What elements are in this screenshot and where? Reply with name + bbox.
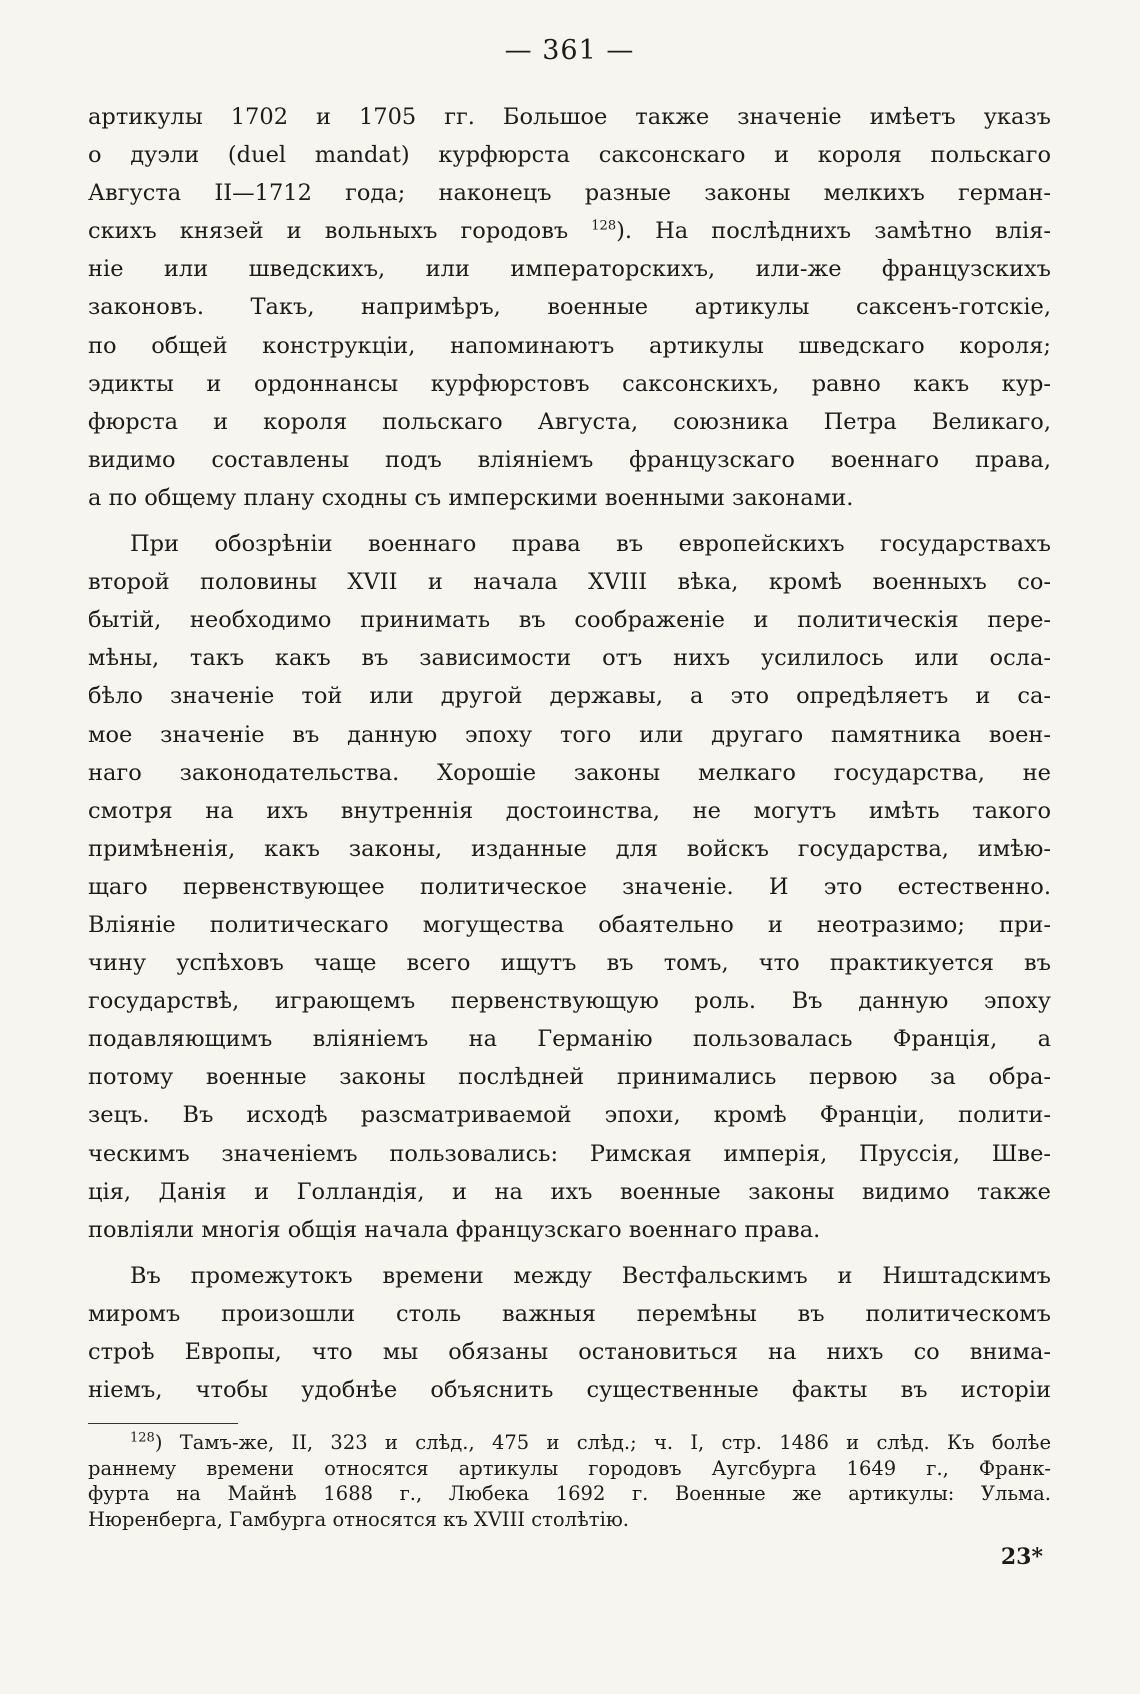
text-line: щаго первенствующее политическое значеніе. И это естественно. [88, 873, 1051, 900]
text-line: потому военные законы послѣдней принимались первою за обра- [88, 1064, 1051, 1091]
footnote-text: ) Тамъ-же, II, 323 и слѣд., 475 и слѣд.; ч. I, стр. 1486 и слѣд. Къ болѣе [154, 1431, 1051, 1455]
text-segment: скихъ князей и вольныхъ городовъ [88, 218, 569, 245]
text-line: законовъ. Такъ, напримѣръ, военные артикулы саксенъ-готскіе, [88, 294, 1051, 321]
text-line: ніемъ, чтобы удобнѣе объяснить существенные факты въ исторіи [88, 1377, 1051, 1404]
paragraph-3 [88, 1257, 1051, 1409]
text-line: бѣло значеніе той или другой державы, а это опредѣляетъ и са- [88, 683, 1051, 710]
footnote-line: Нюренберга, Гамбурга относятся къ XVIII столѣтію. [88, 1507, 630, 1531]
text-line: ческимъ значеніемъ пользовались: Римская имперія, Пруссія, Шве- [88, 1140, 1051, 1167]
text-line: артикулы 1702 и 1705 гг. Большое также значеніе имѣетъ указъ [88, 104, 1051, 130]
paragraph-1 [88, 98, 1051, 517]
text-line: фюрста и короля польскаго Августа, союзника Петра Великаго, [88, 408, 1051, 435]
text-segment: ). На послѣднихъ замѣтно влія- [616, 218, 1051, 245]
text-line: чину успѣховъ чаще всего ищутъ въ томъ, что практикуется въ [88, 950, 1051, 977]
book-page [88, 30, 1051, 1570]
text-line: ніе или шведскихъ, или императорскихъ, или-же французскихъ [88, 256, 1051, 283]
text-line: эдикты и ордоннансы курфюрстовъ саксонскихъ, равно какъ кур- [88, 370, 1051, 397]
text-line: Въ промежутокъ времени между Вестфальскимъ и Ништадскимъ [130, 1262, 1051, 1289]
text-line: бытій, необходимо принимать въ соображеніе и политическія пере- [88, 607, 1051, 634]
text-line: примѣненія, какъ законы, изданные для войскъ государства, имѣю- [88, 835, 1051, 862]
text-line-with-footnote-ref [88, 212, 1051, 250]
text-line: Вліяніе политическаго могущества обаятельно и неотразимо; при- [88, 911, 1051, 938]
text-line: о дуэли (duel mandat) курфюрста саксонскаго и короля польскаго [88, 142, 1051, 169]
text-line: При обозрѣніи военнаго права въ европейскихъ государствахъ [130, 531, 1051, 558]
text-line: повліяли многія общія начала французскаго военнаго права. [88, 1216, 821, 1243]
text-line: а по общему плану сходны съ имперскими военными законами. [88, 484, 854, 511]
paragraph-2 [88, 525, 1051, 1249]
footnote-reference: 128 [591, 218, 617, 234]
footnote-line: раннему времени относятся артикулы городовъ Аугсбурга 1649 г., Франк- [88, 1456, 1051, 1480]
footnote-line [88, 1430, 1051, 1456]
text-line: мѣны, такъ какъ въ зависимости отъ нихъ усилилось или осла- [88, 645, 1051, 672]
text-line: государствѣ, играющемъ первенствующую роль. Въ данную эпоху [88, 988, 1051, 1015]
text-line: подавляющимъ вліяніемъ на Германію пользовалась Франція, а [88, 1026, 1051, 1053]
footnote-divider [88, 1423, 238, 1424]
text-line: миромъ произошли столь важныя перемѣны въ политическомъ [88, 1300, 1051, 1327]
printer-signature: 23* [1000, 1544, 1043, 1571]
footnote-line: фурта на Майнѣ 1688 г., Любека 1692 г. Военные же артикулы: Ульма. [88, 1482, 1051, 1506]
text-line: мое значеніе въ данную эпоху того или другаго памятника воен- [88, 721, 1051, 748]
text-line: Августа II—1712 года; наконецъ разные законы мелкихъ герман- [88, 180, 1051, 207]
text-line: смотря на ихъ внутреннія достоинства, не могутъ имѣть такого [88, 797, 1051, 824]
text-line: наго законодательства. Хорошіе законы мелкаго государства, не [88, 759, 1051, 786]
page-number: — 361 — [504, 35, 635, 66]
footnote [88, 1430, 1051, 1532]
text-line: по общей конструкціи, напоминаютъ артикулы шведскаго короля; [88, 332, 1051, 359]
footnote-marker: 128 [130, 1430, 155, 1446]
text-line: зецъ. Въ исходѣ разсматриваемой эпохи, кромѣ Франціи, полити- [88, 1102, 1051, 1129]
text-line: второй половины XVII и начала XVIII вѣка, кромѣ военныхъ со- [88, 569, 1051, 596]
text-line: ція, Данія и Голландія, и на ихъ военные законы видимо также [88, 1178, 1051, 1205]
text-line: строѣ Европы, что мы обязаны остановиться на нихъ со внима- [88, 1339, 1051, 1365]
text-line: видимо составлены подъ вліяніемъ французскаго военнаго права, [88, 446, 1051, 473]
